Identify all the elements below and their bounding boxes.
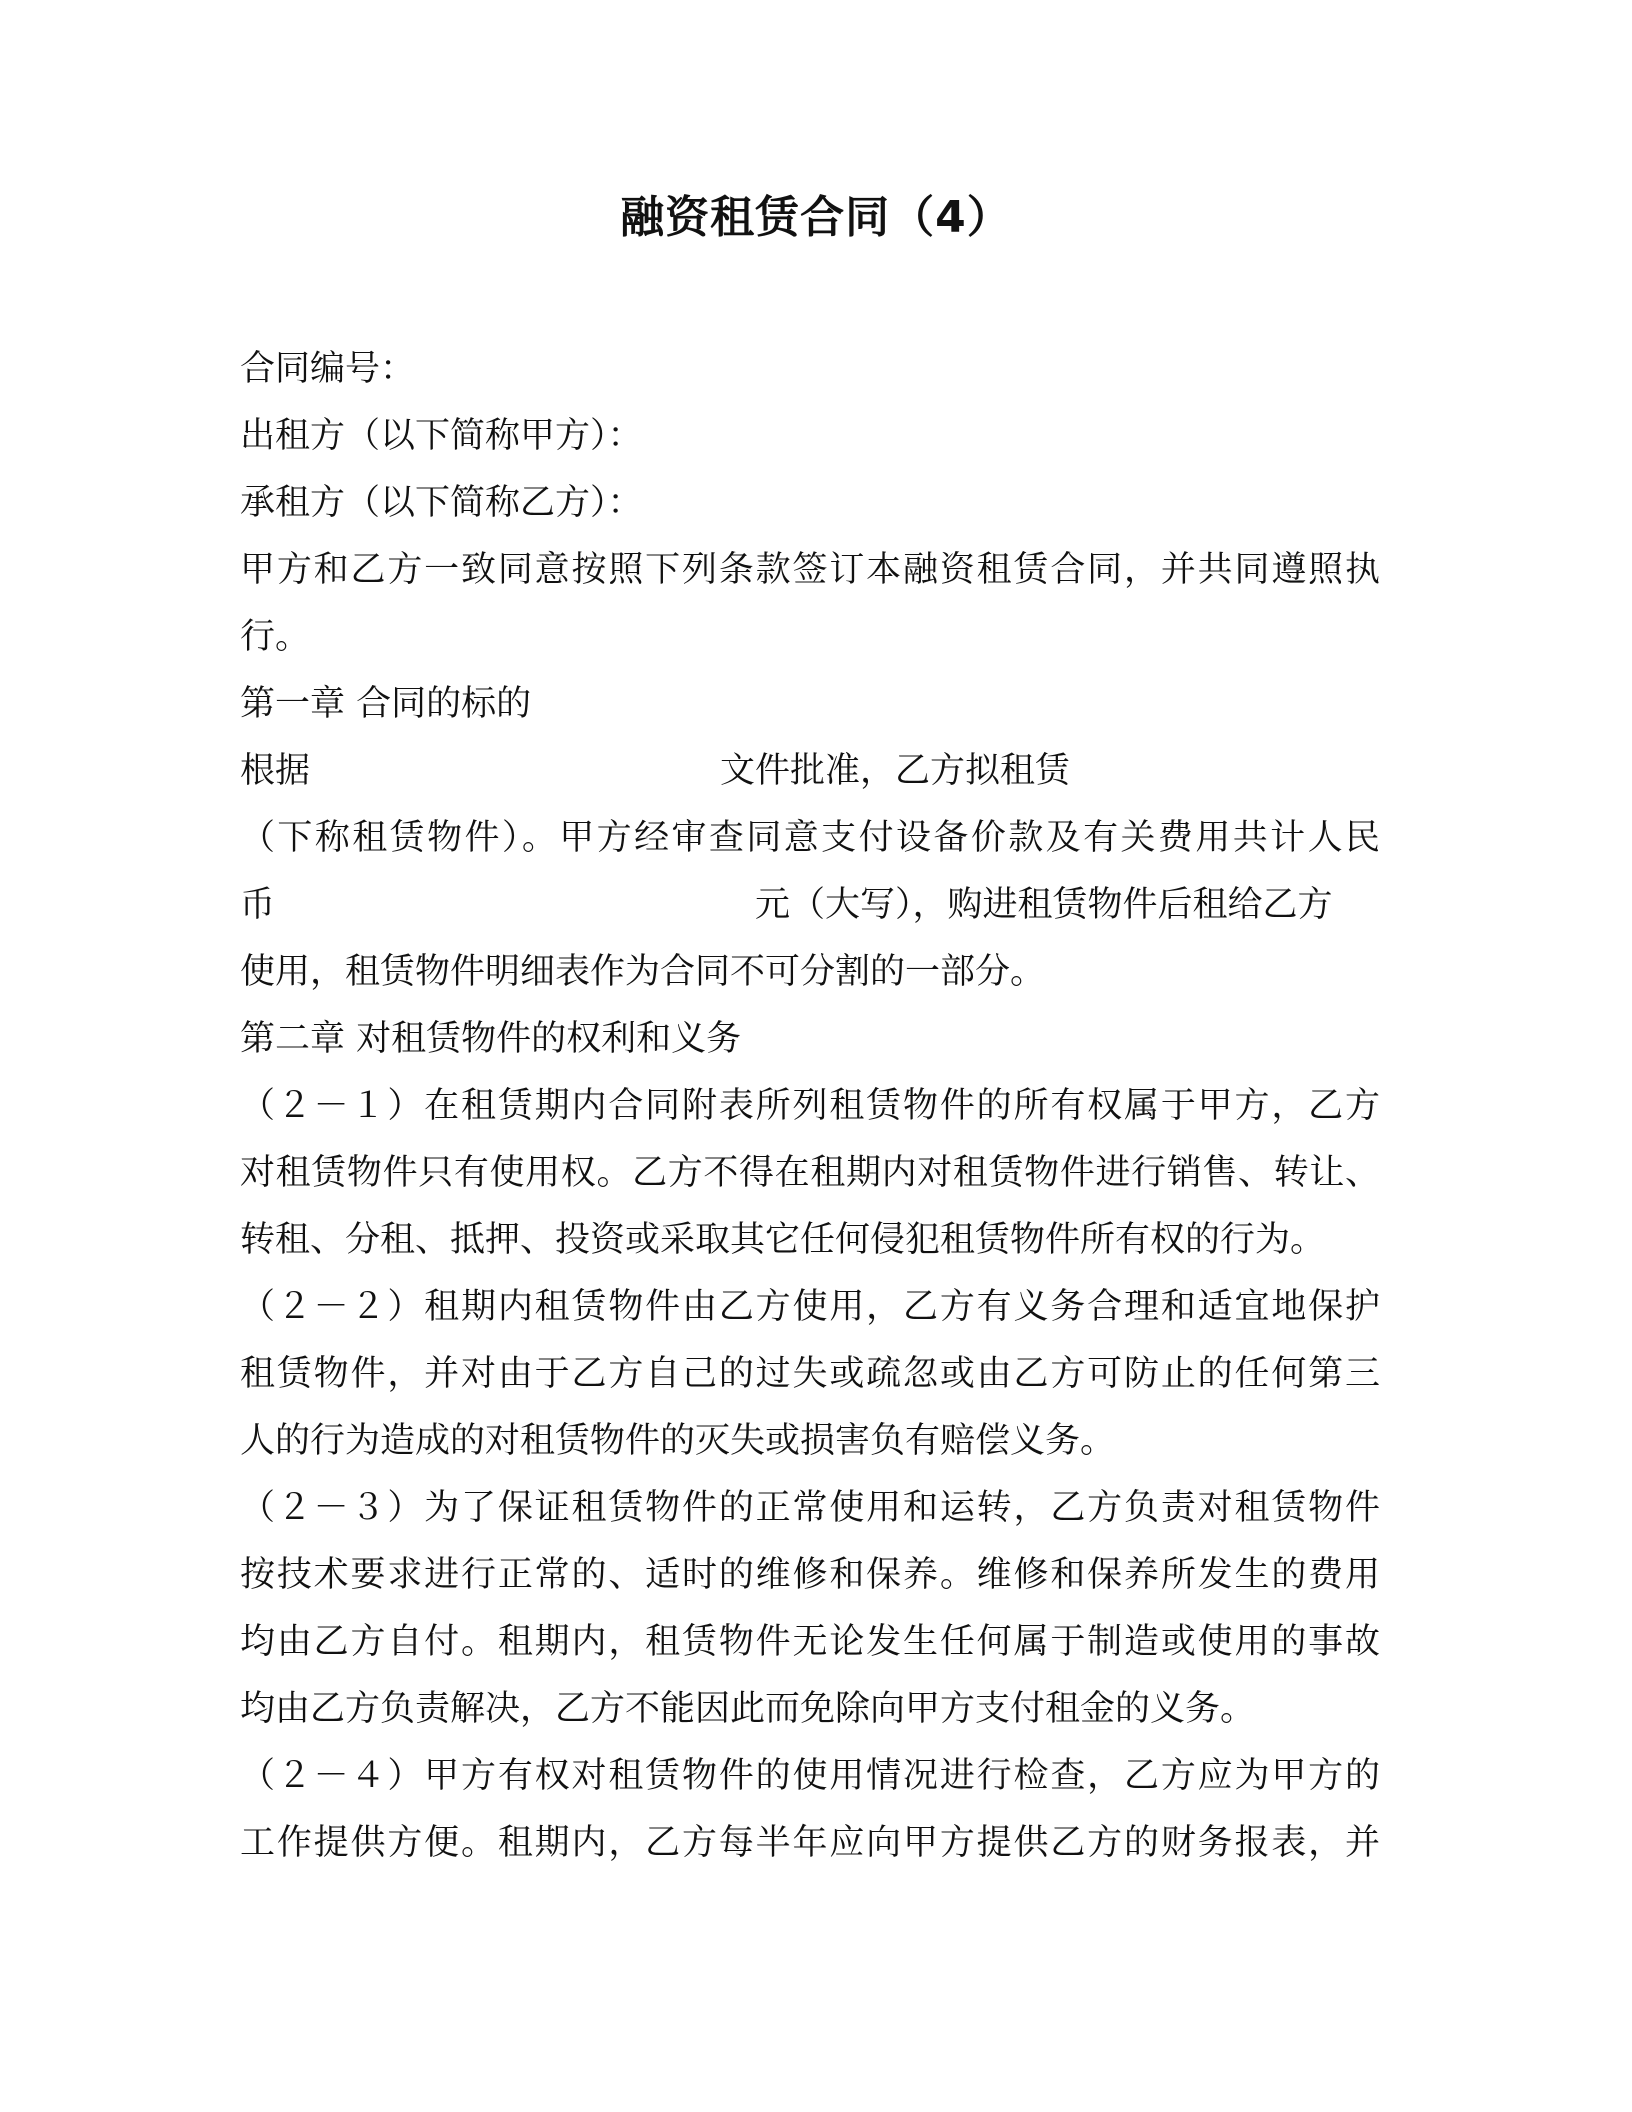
paragraph-line	[240, 738, 1380, 805]
chapter-heading: 第一章 合同的标的	[240, 684, 532, 724]
paragraph-line: （２－１）在租赁期内合同附表所列租赁物件的所有权属于甲方，乙方	[240, 1086, 1380, 1126]
paragraph-line: 工作提供方便。租期内，乙方每半年应向甲方提供乙方的财务报表，并	[240, 1823, 1380, 1863]
contract-number-line: 合同编号：	[240, 349, 416, 389]
paragraph-line	[240, 872, 1380, 939]
paragraph-line: 转租、分租、抵押、投资或采取其它任何侵犯租赁物件所有权的行为。	[240, 1220, 1326, 1260]
lessee-line: 承租方（以下简称乙方）：	[240, 483, 643, 523]
paragraph-line: 行。	[240, 617, 311, 657]
line-segment: 根据	[240, 751, 311, 791]
paragraph-line: 使用，租赁物件明细表作为合同不可分割的一部分。	[240, 952, 1046, 992]
paragraph-line: 均由乙方负责解决，乙方不能因此而免除向甲方支付租金的义务。	[240, 1689, 1256, 1729]
line-segment: 元（大写），购进租赁物件后租给乙方	[755, 885, 1333, 925]
paragraph-line: （２－２）租期内租赁物件由乙方使用，乙方有义务合理和适宜地保护	[240, 1287, 1380, 1327]
paragraph-line: 按技术要求进行正常的、适时的维修和保养。维修和保养所发生的费用	[240, 1555, 1380, 1595]
paragraph-line: （下称租赁物件）。甲方经审查同意支付设备价款及有关费用共计人民	[240, 818, 1380, 858]
line-segment: 币	[240, 885, 276, 925]
paragraph-line: 对租赁物件只有使用权。乙方不得在租期内对租赁物件进行销售、转让、	[240, 1153, 1380, 1193]
paragraph-line: （２－３）为了保证租赁物件的正常使用和运转，乙方负责对租赁物件	[240, 1488, 1380, 1528]
paragraph-line: 均由乙方自付。租期内，租赁物件无论发生任何属于制造或使用的事故	[240, 1622, 1380, 1662]
lessor-line: 出租方（以下简称甲方）：	[240, 416, 643, 456]
paragraph-line: （２－４）甲方有权对租赁物件的使用情况进行检查，乙方应为甲方的	[240, 1756, 1380, 1796]
line-segment: 文件批准，乙方拟租赁	[720, 751, 1071, 791]
chapter-heading: 第二章 对租赁物件的权利和义务	[240, 1019, 742, 1059]
document-title: 融资租赁合同（4）	[620, 192, 1012, 243]
paragraph-line: 人的行为造成的对租赁物件的灭失或损害负有赔偿义务。	[240, 1421, 1116, 1461]
paragraph-line: 租赁物件，并对由于乙方自己的过失或疏忽或由乙方可防止的任何第三	[240, 1354, 1380, 1394]
paragraph-line: 甲方和乙方一致同意按照下列条款签订本融资租赁合同，并共同遵照执	[240, 550, 1380, 590]
document-body	[240, 336, 1380, 1877]
